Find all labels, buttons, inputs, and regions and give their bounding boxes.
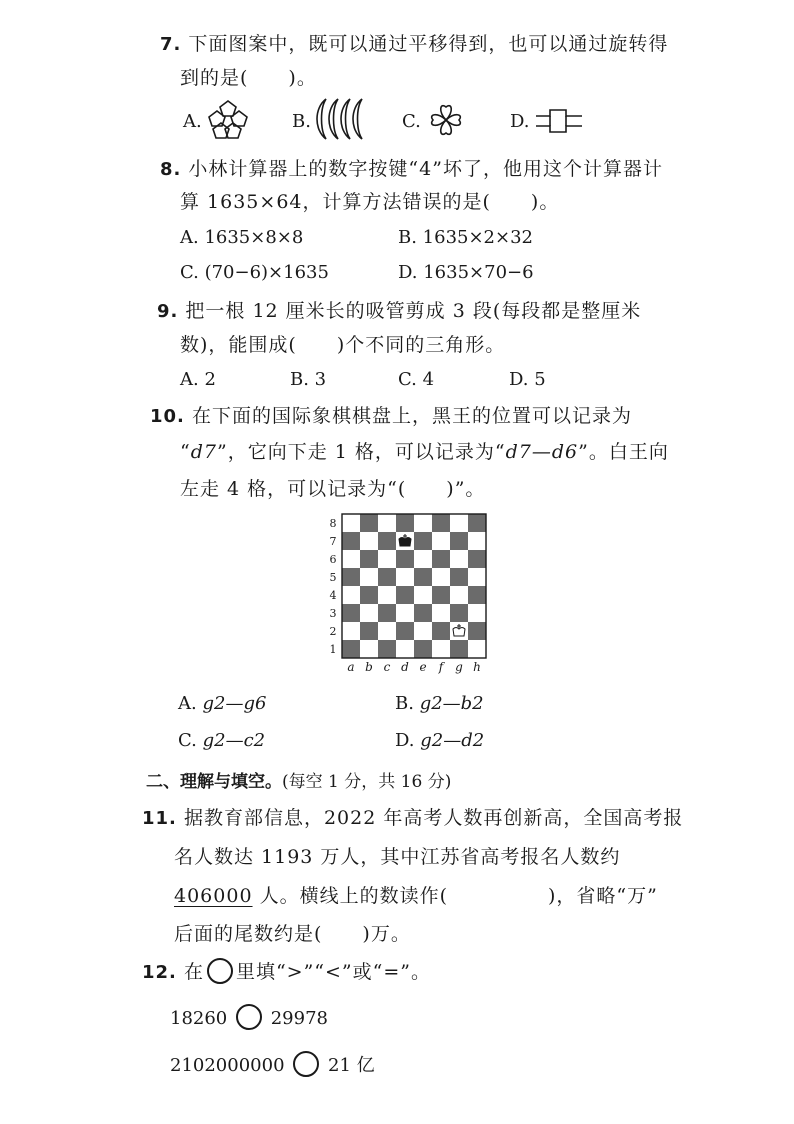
q7-number: 7. — [160, 34, 182, 55]
q7-option-b[interactable] — [292, 110, 311, 134]
section2-title: 二、理解与填空。 — [146, 772, 282, 792]
q7-option-b-label: B. — [292, 111, 311, 132]
board-square-b4 — [360, 586, 378, 604]
q10-quote-open: “ — [180, 441, 191, 463]
board-square-a8 — [342, 514, 360, 532]
board-square-d8 — [396, 514, 414, 532]
row-label-4: 4 — [329, 589, 337, 602]
board-square-e1 — [414, 640, 432, 658]
board-square-d4 — [396, 586, 414, 604]
row-label-3: 3 — [329, 607, 337, 620]
board-square-d5 — [396, 568, 414, 586]
q10-d7: d7 — [190, 441, 217, 463]
q11-line4: 后面的尾数约是( )万。 — [174, 923, 411, 945]
q8-option-a[interactable]: A. 1635×8×8 — [180, 227, 304, 248]
col-label-d: d — [401, 660, 409, 674]
q10-number: 10. — [150, 406, 185, 427]
white-king-icon — [453, 628, 465, 637]
q10-option-c-text: g2—c2 — [202, 730, 266, 751]
q8-line2: 算 1635×64，计算方法错误的是( )。 — [180, 191, 560, 213]
board-square-h1 — [468, 640, 486, 658]
q10-text2: ”，它向下走 1 格，可以记录为“ — [216, 441, 506, 463]
q10-option-b-label: B. — [395, 693, 414, 714]
board-square-c3 — [378, 604, 396, 622]
board-square-c8 — [378, 514, 396, 532]
q12-number: 12. — [142, 962, 177, 983]
q7-option-d-label: D. — [510, 111, 530, 132]
board-square-d1 — [396, 640, 414, 658]
board-square-c5 — [378, 568, 396, 586]
q10-option-c[interactable] — [178, 729, 265, 753]
board-square-d6 — [396, 550, 414, 568]
board-square-f4 — [432, 586, 450, 604]
row-label-2: 2 — [329, 625, 337, 638]
board-square-f3 — [432, 604, 450, 622]
board-square-a2 — [342, 622, 360, 640]
board-square-h7 — [468, 532, 486, 550]
col-label-f: f — [438, 660, 444, 674]
section2-heading — [146, 767, 451, 792]
board-square-h6 — [468, 550, 486, 568]
q11-underlined-number: 406000 — [174, 885, 253, 907]
row-label-6: 6 — [329, 553, 337, 566]
col-label-a: a — [347, 660, 355, 674]
board-square-a6 — [342, 550, 360, 568]
col-label-h: h — [473, 660, 481, 674]
board-square-b7 — [360, 532, 378, 550]
q11-text3: 人。横线上的数读作( )，省略“万” — [252, 885, 658, 907]
q10-d7-d6: d7—d6 — [505, 441, 579, 463]
q12-row2-left: 2102000000 — [170, 1055, 285, 1076]
board-square-b3 — [360, 604, 378, 622]
col-label-b: b — [365, 660, 373, 674]
q7-option-c-label: C. — [402, 111, 421, 132]
crescent-row-icon — [312, 96, 364, 142]
q7-option-a-label: A. — [183, 111, 202, 132]
q8-text1: 小林计算器上的数字按键“4”坏了，他用这个计算器计 — [188, 158, 663, 180]
step-lines-icon — [534, 106, 584, 136]
q12-suffix: 里填“>”“<”或“=”。 — [235, 961, 431, 983]
q12-row-1 — [170, 1004, 328, 1031]
q9-option-c[interactable]: C. 4 — [398, 369, 435, 390]
board-square-f2 — [432, 622, 450, 640]
board-square-f7 — [432, 532, 450, 550]
board-square-c7 — [378, 532, 396, 550]
q9-line1 — [157, 299, 641, 324]
q10-text3: ”。白王向 — [578, 441, 669, 463]
col-label-e: e — [419, 660, 427, 674]
board-square-h8 — [468, 514, 486, 532]
board-square-g7 — [450, 532, 468, 550]
q7-option-d[interactable] — [510, 110, 530, 134]
q10-text1: 在下面的国际象棋棋盘上，黑王的位置可以记录为 — [191, 405, 632, 427]
board-square-b5 — [360, 568, 378, 586]
q7-option-a[interactable] — [183, 110, 202, 134]
q10-option-b-text: g2—b2 — [419, 693, 484, 714]
q10-option-d-text: g2—d2 — [420, 730, 485, 751]
board-square-a4 — [342, 586, 360, 604]
q11-line3 — [174, 884, 658, 908]
q12-row1-right: 29978 — [270, 1008, 328, 1029]
board-square-g8 — [450, 514, 468, 532]
q7-option-c[interactable] — [402, 110, 421, 134]
q7-line2: 到的是( )。 — [180, 67, 317, 89]
q12-line1 — [142, 958, 431, 985]
answer-circle-1[interactable] — [236, 1004, 262, 1030]
q10-option-a[interactable] — [178, 692, 266, 716]
board-square-f1 — [432, 640, 450, 658]
answer-circle-2[interactable] — [293, 1051, 319, 1077]
board-square-c6 — [378, 550, 396, 568]
board-square-g6 — [450, 550, 468, 568]
board-square-c1 — [378, 640, 396, 658]
row-label-8: 8 — [329, 517, 337, 530]
row-label-7: 7 — [329, 535, 337, 548]
q10-option-d-label: D. — [395, 730, 415, 751]
board-square-e7 — [414, 532, 432, 550]
board-square-g4 — [450, 586, 468, 604]
board-square-h2 — [468, 622, 486, 640]
q11-line1 — [142, 806, 683, 831]
board-square-a1 — [342, 640, 360, 658]
q10-line2 — [180, 440, 669, 464]
q9-line2: 数)，能围成( )个不同的三角形。 — [180, 334, 506, 356]
col-label-c: c — [383, 660, 391, 674]
q11-line2: 名人数达 1193 万人，其中江苏省高考报名人数约 — [174, 846, 621, 868]
q10-line1 — [150, 404, 632, 429]
q8-number: 8. — [160, 159, 182, 180]
black-king-icon — [399, 538, 411, 547]
circle-icon — [207, 958, 233, 984]
q8-option-b[interactable]: B. 1635×2×32 — [398, 227, 533, 248]
board-square-b6 — [360, 550, 378, 568]
section2-note: (每空 1 分，共 16 分) — [282, 772, 452, 792]
four-leaf-heart-icon — [424, 98, 468, 142]
q11-number: 11. — [142, 808, 177, 829]
q8-option-c[interactable]: C. (70−6)×1635 — [180, 262, 329, 283]
q10-option-c-label: C. — [178, 730, 197, 751]
board-square-b8 — [360, 514, 378, 532]
q7-text1: 下面图案中，既可以通过平移得到，也可以通过旋转得 — [188, 33, 669, 55]
board-square-d2 — [396, 622, 414, 640]
board-square-e2 — [414, 622, 432, 640]
board-square-b2 — [360, 622, 378, 640]
board-square-f6 — [432, 550, 450, 568]
board-square-e8 — [414, 514, 432, 532]
q12-prefix: 在 — [183, 961, 204, 983]
board-square-e6 — [414, 550, 432, 568]
pentagon-ring-icon — [205, 97, 251, 141]
q10-line3: 左走 4 格，可以记录为“( )”。 — [180, 478, 486, 500]
q11-text1: 据教育部信息，2022 年高考人数再创新高，全国高考报 — [183, 807, 684, 829]
q12-row1-left: 18260 — [170, 1008, 228, 1029]
board-square-f5 — [432, 568, 450, 586]
board-square-g5 — [450, 568, 468, 586]
q10-option-a-label: A. — [178, 693, 197, 714]
q12-row2-right: 21 亿 — [328, 1055, 375, 1076]
board-square-h5 — [468, 568, 486, 586]
q8-option-d[interactable]: D. 1635×70−6 — [398, 262, 534, 283]
q9-option-b[interactable]: B. 3 — [290, 369, 327, 390]
q10-option-d[interactable] — [395, 729, 484, 753]
board-square-c4 — [378, 586, 396, 604]
board-square-h4 — [468, 586, 486, 604]
q9-option-d[interactable]: D. 5 — [509, 369, 546, 390]
row-label-5: 5 — [329, 571, 337, 584]
q9-number: 9. — [157, 301, 179, 322]
board-square-g1 — [450, 640, 468, 658]
board-square-b1 — [360, 640, 378, 658]
board-square-a7 — [342, 532, 360, 550]
q12-row-2 — [170, 1051, 375, 1078]
chess-board — [324, 510, 492, 680]
board-square-g3 — [450, 604, 468, 622]
board-square-a3 — [342, 604, 360, 622]
q9-text1: 把一根 12 厘米长的吸管剪成 3 段(每段都是整厘米 — [185, 300, 642, 322]
col-label-g: g — [455, 660, 463, 674]
board-square-e5 — [414, 568, 432, 586]
board-square-e3 — [414, 604, 432, 622]
board-square-h3 — [468, 604, 486, 622]
row-label-1: 1 — [329, 643, 337, 656]
q9-option-a[interactable]: A. 2 — [180, 369, 216, 390]
q7-line1 — [160, 32, 668, 57]
board-square-d3 — [396, 604, 414, 622]
q10-option-b[interactable] — [395, 692, 484, 716]
board-square-c2 — [378, 622, 396, 640]
board-square-e4 — [414, 586, 432, 604]
q8-line1 — [160, 157, 663, 182]
q10-option-a-text: g2—g6 — [202, 693, 267, 714]
board-square-a5 — [342, 568, 360, 586]
board-square-f8 — [432, 514, 450, 532]
